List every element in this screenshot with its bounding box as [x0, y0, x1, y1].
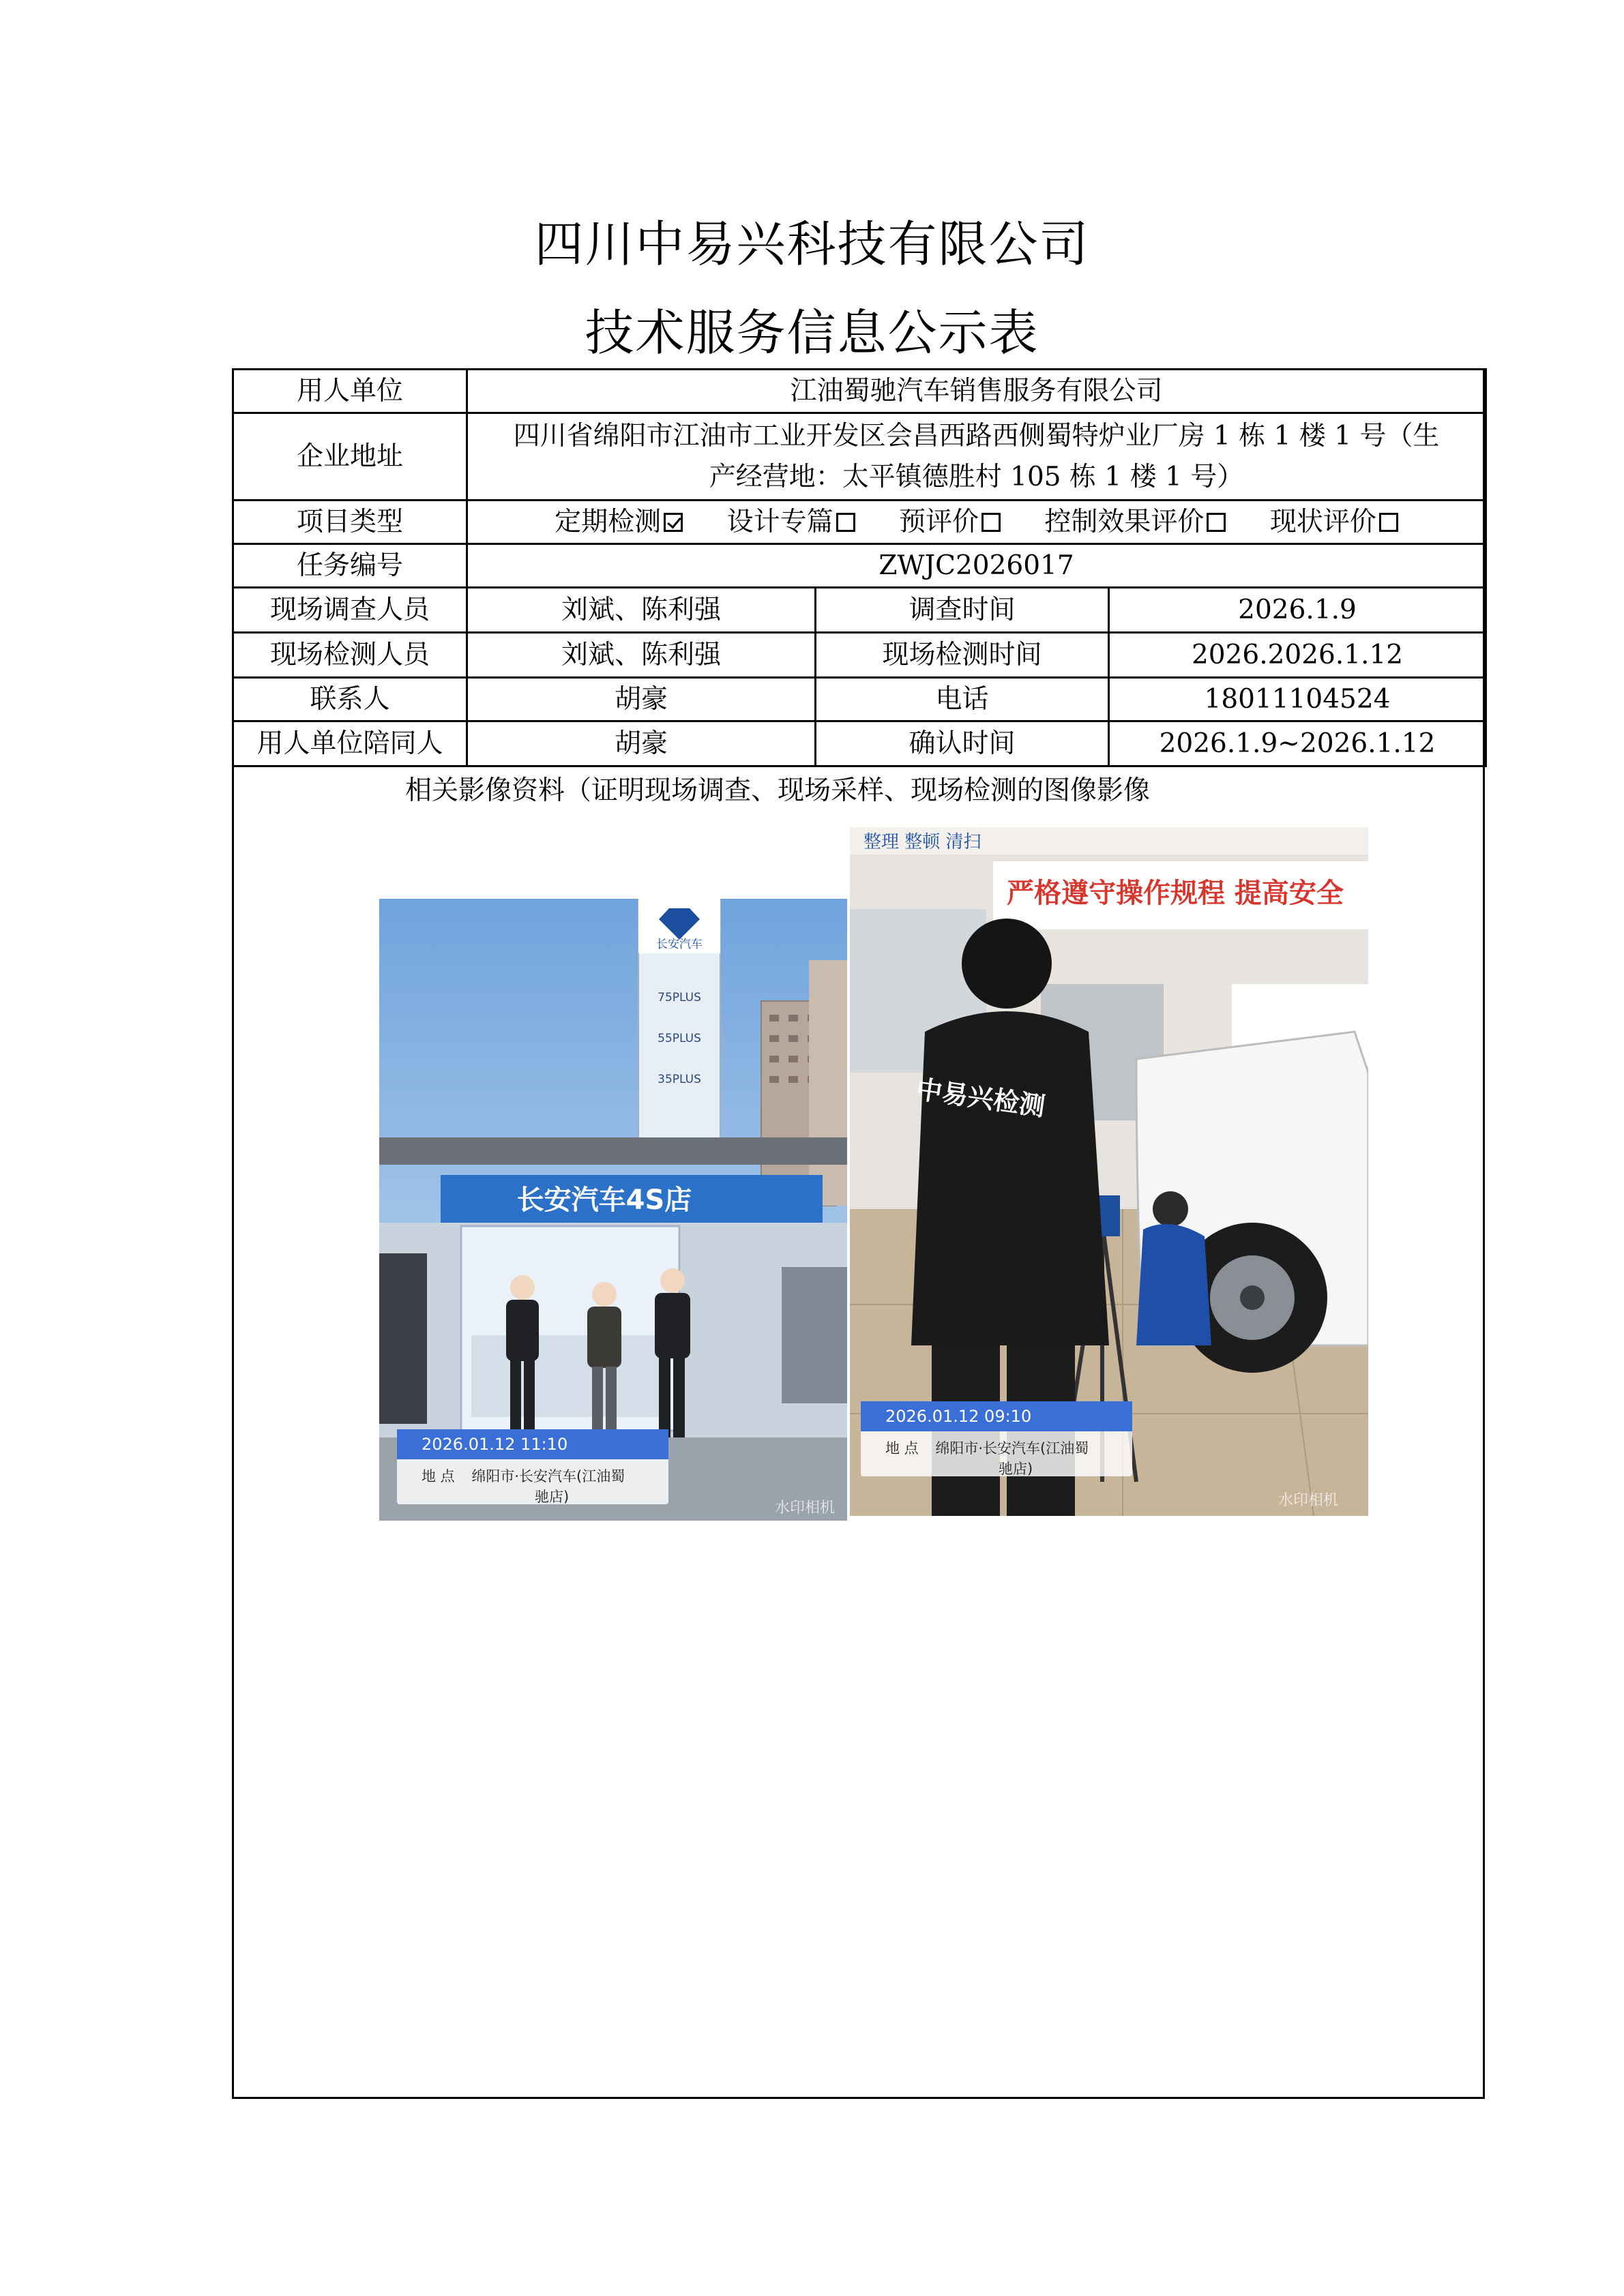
checkbox-icon[interactable]	[1207, 513, 1226, 532]
photo1-timestamp: 2026.01.12 11:10 地 点 绵阳市·长安汽车(江油蜀 驰店)	[397, 1429, 668, 1504]
confirm-time-label: 确认时间	[816, 721, 1109, 766]
contact-label: 联系人	[233, 678, 467, 721]
address-line-1: 四川省绵阳市江油市工业开发区会昌西路西侧蜀特炉业厂房 1 栋 1 楼 1 号（生	[513, 420, 1440, 451]
row-contact	[233, 678, 1486, 721]
survey-staff-value: 刘斌、陈利强	[467, 588, 816, 633]
confirm-time-value: 2026.1.9~2026.1.12	[1109, 721, 1486, 766]
option-periodic-test[interactable]: 定期检测	[555, 507, 683, 537]
row-employer	[233, 370, 1486, 413]
checkbox-icon[interactable]	[836, 513, 855, 532]
photo-workshop	[850, 827, 1368, 1516]
info-table	[232, 368, 1487, 767]
row-task-no	[233, 544, 1486, 588]
escort-label: 用人单位陪同人	[233, 721, 467, 766]
row-survey	[233, 588, 1486, 633]
test-staff-value: 刘斌、陈利强	[467, 633, 816, 678]
row-project-type	[233, 501, 1486, 544]
company-title: 四川中易兴科技有限公司	[534, 215, 1090, 273]
photo2-watermark: 水印相机	[1278, 1492, 1339, 1509]
photo1-watermark: 水印相机	[775, 1500, 836, 1517]
address-value	[467, 413, 1486, 501]
test-time-value: 2026.2026.1.12	[1109, 633, 1486, 678]
task-no-label: 任务编号	[233, 544, 467, 588]
employer-label: 用人单位	[233, 370, 467, 413]
survey-staff-label: 现场调查人员	[233, 588, 467, 633]
contact-value: 胡豪	[467, 678, 816, 721]
survey-time-label: 调查时间	[816, 588, 1109, 633]
survey-time-value: 2026.1.9	[1109, 588, 1486, 633]
phone-label: 电话	[816, 678, 1109, 721]
wall-slogan-text: 严格遵守操作规程 提高安全	[1007, 878, 1344, 909]
option-status-evaluation[interactable]: 现状评价	[1270, 507, 1398, 537]
project-type-options	[467, 501, 1486, 544]
row-escort	[233, 721, 1486, 766]
pylon-model-2: 55PLUS	[658, 1032, 701, 1045]
phone-value: 18011104524	[1109, 678, 1486, 721]
banner-text: 长安汽车4S店	[516, 1184, 692, 1216]
test-staff-label: 现场检测人员	[233, 633, 467, 678]
address-label: 企业地址	[233, 413, 467, 501]
project-type-label: 项目类型	[233, 501, 467, 544]
wall-top-text: 整理 整顿 清扫	[863, 832, 981, 852]
pylon-brand-text: 长安汽车	[656, 938, 703, 951]
escort-value: 胡豪	[467, 721, 816, 766]
checkbox-icon[interactable]	[981, 513, 1001, 532]
photo2-timestamp: 2026.01.12 09:10 地 点 绵阳市·长安汽车(江油蜀 驰店)	[861, 1401, 1132, 1476]
option-control-effect[interactable]: 控制效果评价	[1044, 507, 1226, 537]
jacket-text: 中易兴检测	[914, 1074, 1047, 1122]
checkbox-icon[interactable]	[1379, 513, 1398, 532]
row-test	[233, 633, 1486, 678]
employer-value: 江油蜀驰汽车销售服务有限公司	[467, 370, 1486, 413]
checked-box-icon[interactable]	[664, 513, 683, 532]
option-design-chapter[interactable]: 设计专篇	[727, 507, 855, 537]
row-address	[233, 413, 1486, 501]
photo-storefront	[379, 899, 847, 1521]
address-line-2: 产经营地：太平镇德胜村 105 栋 1 楼 1 号）	[709, 461, 1244, 492]
pylon-model-3: 35PLUS	[658, 1073, 701, 1086]
option-pre-evaluation[interactable]: 预评价	[899, 507, 1001, 537]
storefront-illustration	[379, 899, 847, 1521]
test-time-label: 现场检测时间	[816, 633, 1109, 678]
task-no-value: ZWJC2026017	[467, 544, 1486, 588]
document-title: 技术服务信息公示表	[585, 304, 1039, 361]
media-caption: 相关影像资料（证明现场调查、现场采样、现场检测的图像影像	[404, 775, 1150, 806]
pylon-model-1: 75PLUS	[658, 991, 701, 1004]
